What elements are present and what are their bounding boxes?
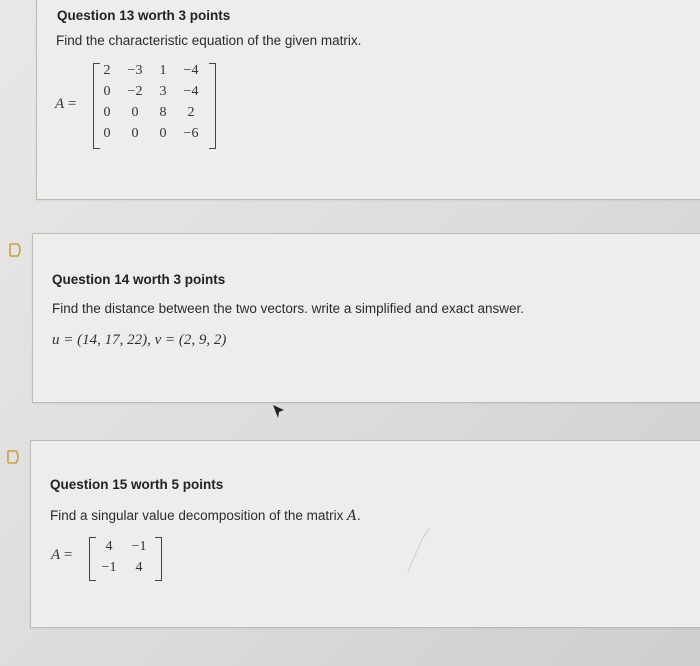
matrix-a [93, 61, 213, 149]
matrix-cell: 2 [103, 63, 111, 78]
question-15-title: Question 15 worth 5 points [50, 477, 224, 492]
matrix-cell: 0 [103, 84, 111, 99]
matrix-a [89, 537, 161, 581]
question-15-card [30, 440, 700, 628]
matrix-right-bracket [209, 63, 216, 149]
matrix-cell: −4 [183, 84, 199, 99]
question-14-title: Question 14 worth 3 points [52, 272, 226, 287]
question-15-prompt-suffix: . [356, 508, 361, 523]
matrix-cell: 0 [103, 126, 111, 141]
question-15-prompt-text: Find a singular value decomposition of the matrix [50, 508, 348, 523]
question-13-prompt: Find the characteristic equation of the given matrix. [56, 33, 362, 48]
question-14-vectors: u = (14, 17, 22), v = (2, 9, 2) [52, 332, 227, 348]
matrix-cell: −6 [183, 126, 199, 141]
matrix-label: A = [55, 96, 77, 112]
cursor-icon [272, 404, 286, 420]
question-13-card [36, 0, 700, 200]
question-14-prompt: Find the distance between the two vectors. write a simplified and exact answer. [52, 301, 524, 316]
matrix-cell: −4 [183, 63, 199, 78]
matrix-cell: −2 [127, 84, 143, 99]
matrix-cell: 3 [159, 84, 167, 99]
matrix-cell: 4 [135, 560, 143, 575]
flag-icon[interactable] [8, 242, 24, 258]
pencil-mark-icon [400, 525, 440, 575]
matrix-right-bracket [155, 537, 162, 581]
matrix-cell: 0 [131, 105, 139, 120]
matrix-cell: 8 [159, 105, 167, 120]
matrix-cell: 0 [103, 105, 111, 120]
question-15-prompt [50, 508, 361, 524]
question-13-title: Question 13 worth 3 points [57, 8, 231, 23]
flag-icon[interactable] [6, 449, 22, 465]
matrix-cell: 1 [159, 63, 167, 78]
question-15-prompt-matrix: A [347, 508, 357, 524]
matrix-cell: 0 [131, 126, 139, 141]
matrix-label: A = [51, 547, 73, 563]
matrix-cell: −3 [127, 63, 143, 78]
matrix-cell: 0 [159, 126, 167, 141]
matrix-cell: 4 [105, 539, 113, 554]
matrix-cell: −1 [131, 539, 147, 554]
matrix-cell: 2 [187, 105, 195, 120]
question-14-card [32, 233, 700, 403]
matrix-cell: −1 [101, 560, 117, 575]
